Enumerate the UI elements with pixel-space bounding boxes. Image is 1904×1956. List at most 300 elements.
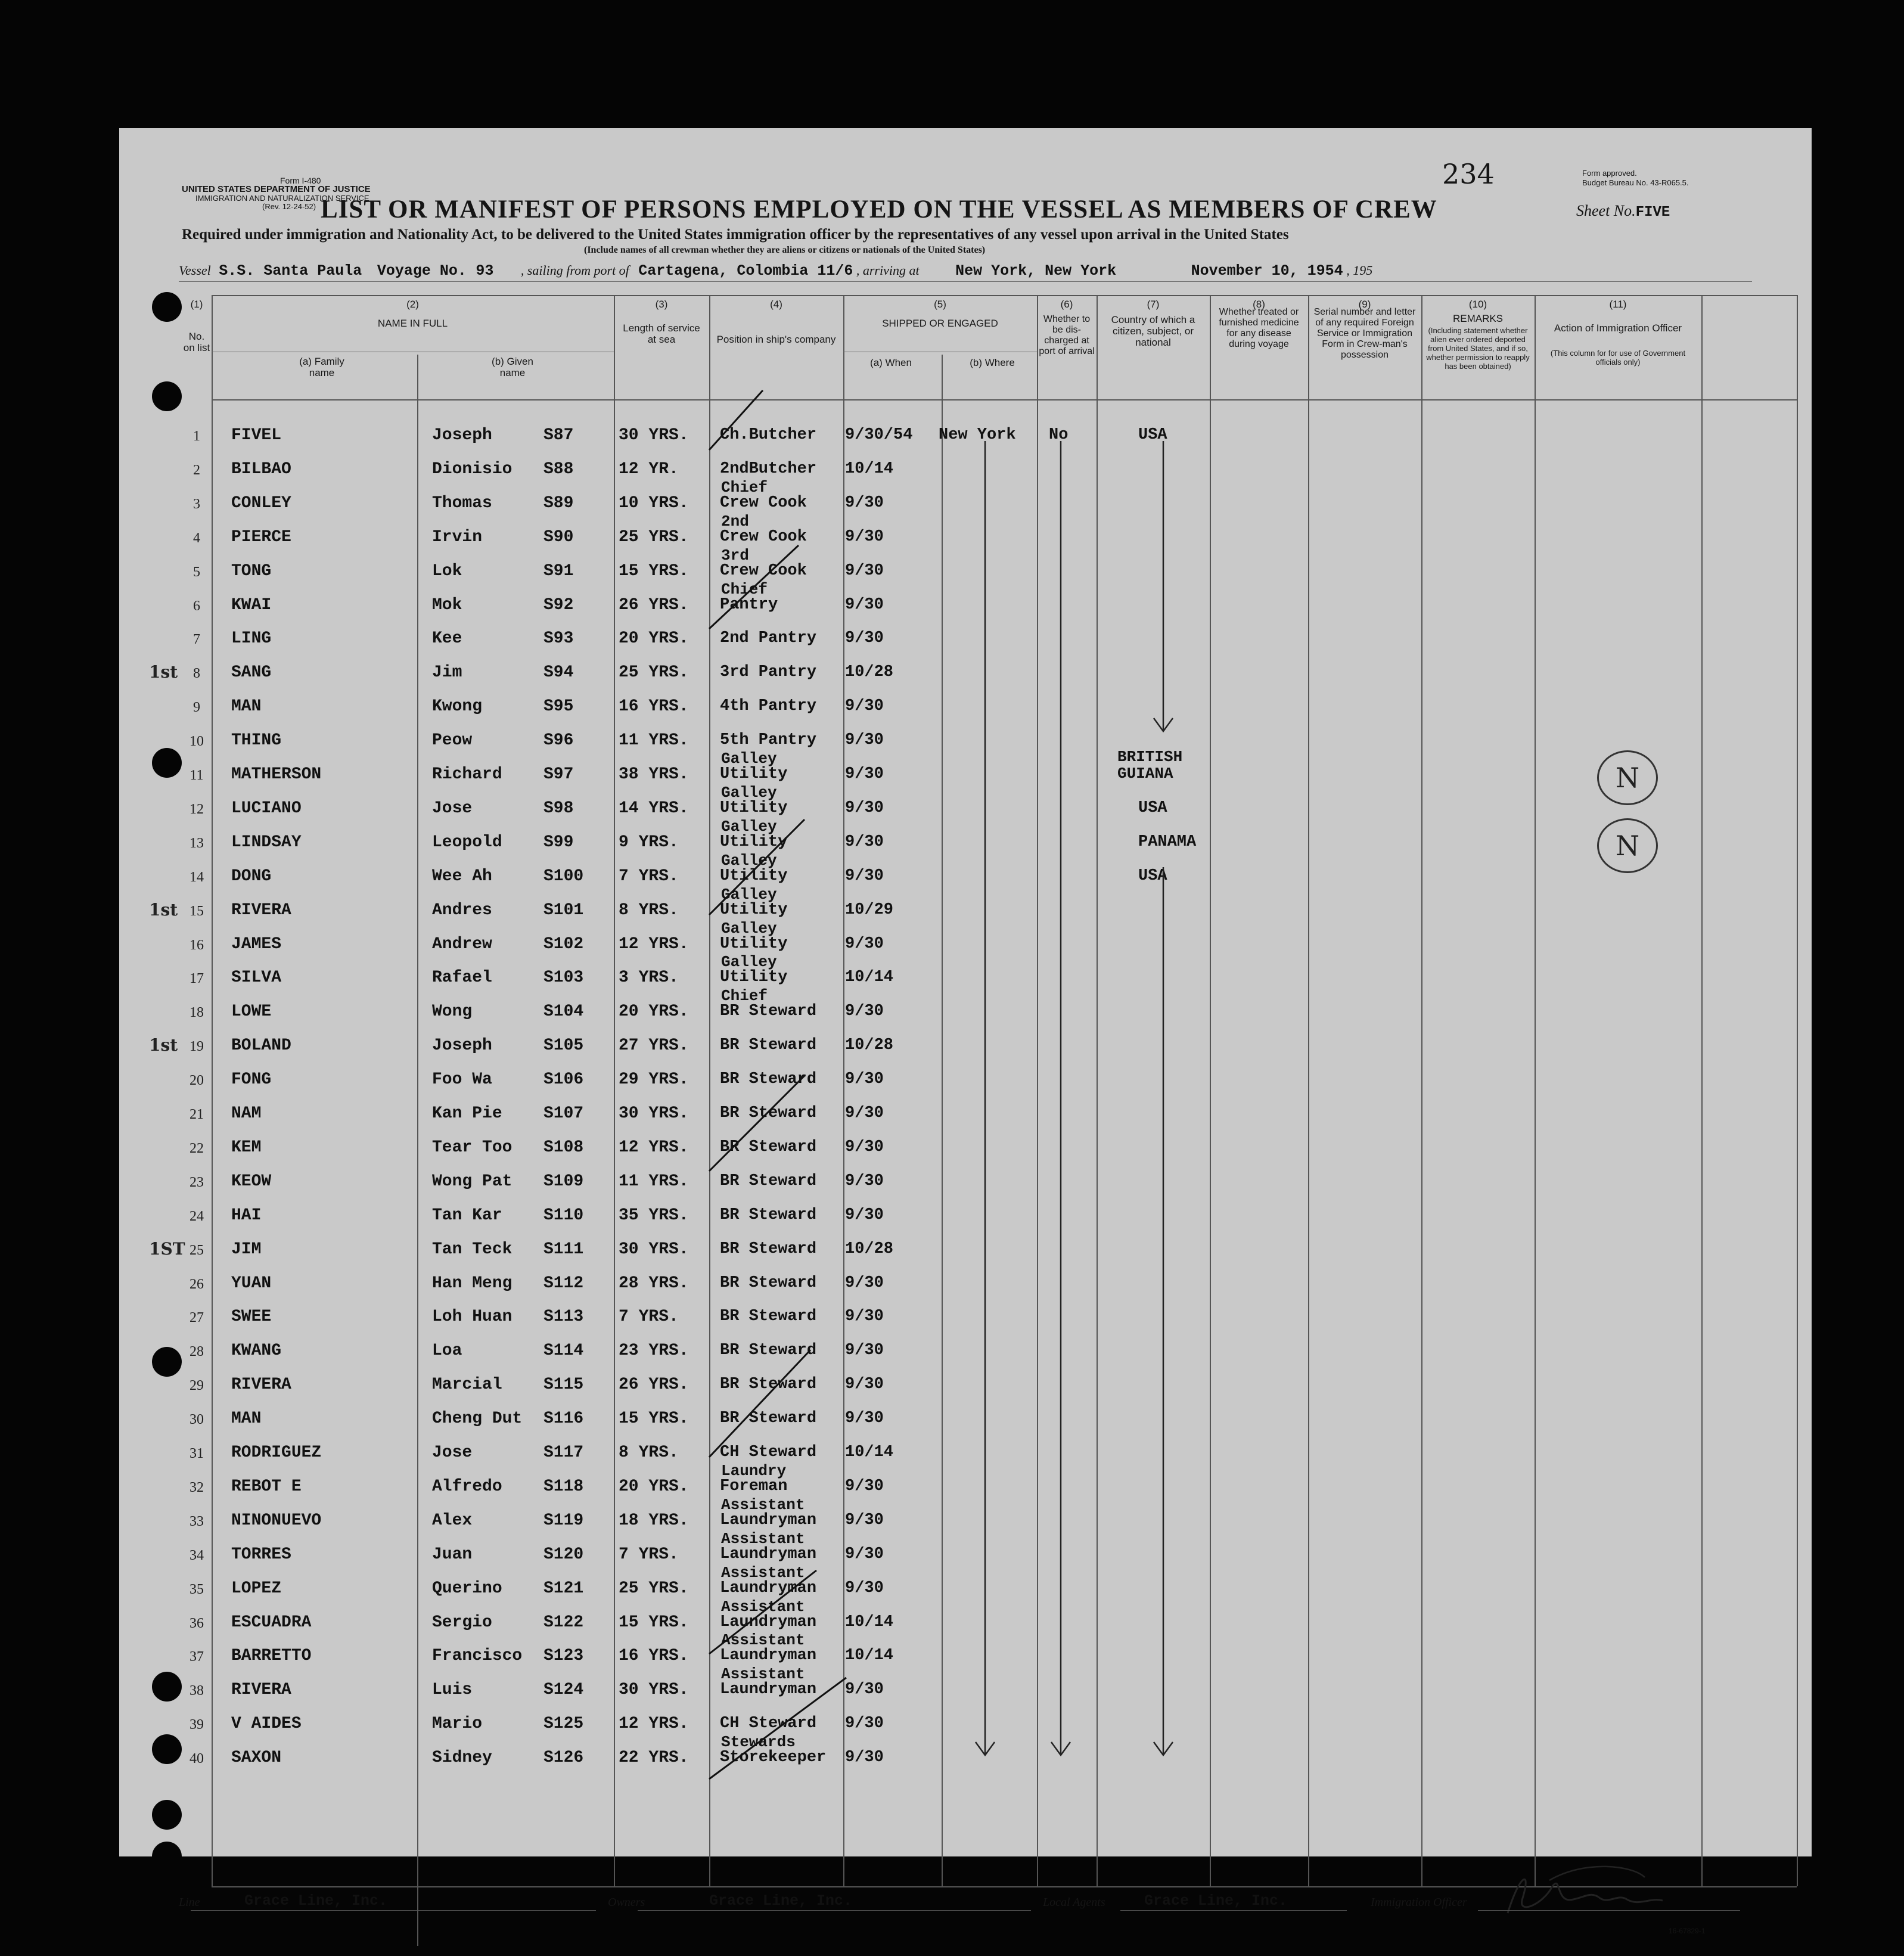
shipped-when: 9/30	[845, 1511, 884, 1529]
length-of-service: 30 YRS.	[619, 1104, 689, 1123]
given-name: Marcial	[432, 1376, 502, 1394]
col9-header: Serial number and letter of any required Foreign Service or Immigration Form in Crew-man's possession	[1313, 307, 1416, 360]
seaman-serial: S125	[543, 1715, 584, 1733]
given-name: Mario	[432, 1715, 483, 1733]
voyage-no: 93	[476, 262, 494, 280]
family-name: SANG	[231, 663, 272, 682]
position-line1: Chief	[721, 580, 768, 598]
seaman-serial: S104	[543, 1002, 584, 1021]
given-name: Rafael	[432, 968, 492, 987]
punch-hole	[152, 1842, 182, 1856]
given-name: Han Meng	[432, 1274, 513, 1293]
position: Laundryman	[720, 1545, 817, 1563]
seaman-serial: S120	[543, 1545, 584, 1564]
sailing-label: , sailing from port of	[520, 263, 629, 278]
position: BR Steward	[720, 1104, 817, 1122]
family-name: MATHERSON	[231, 765, 322, 784]
shipped-when: 10/14	[845, 1647, 894, 1665]
length-of-service: 7 YRS.	[619, 1308, 679, 1326]
row-number: 8	[193, 666, 200, 681]
port-of-arrival: New York, New York	[955, 262, 1117, 280]
shipped-when: 9/30	[845, 697, 884, 715]
col3-number: (3)	[655, 299, 668, 310]
position: Pantry	[720, 596, 778, 614]
agency-subline: IMMIGRATION AND NATURALIZATION SERVICE	[195, 194, 369, 203]
position: BR Steward	[720, 1240, 817, 1258]
given-name: Leopold	[432, 833, 502, 852]
given-name: Sergio	[432, 1613, 492, 1632]
seaman-serial: S112	[543, 1274, 584, 1293]
row-number: 37	[190, 1649, 204, 1665]
given-name: Tan Teck	[432, 1240, 513, 1259]
given-name: Francisco	[432, 1647, 523, 1665]
given-name: Loa	[432, 1342, 462, 1360]
length-of-service: 20 YRS.	[619, 1002, 689, 1021]
shipped-when: 9/30	[845, 494, 884, 512]
seaman-serial: S90	[543, 528, 574, 547]
position-line1: Chief	[721, 479, 768, 496]
seaman-serial: S87	[543, 426, 574, 445]
family-name: LOPEZ	[231, 1579, 282, 1598]
length-of-service: 12 YRS.	[619, 1715, 689, 1733]
col7-header: Country of which a citizen, subject, or national	[1111, 314, 1195, 348]
col10-header: REMARKS	[1452, 313, 1504, 324]
position: 5th Pantry	[720, 731, 817, 749]
family-name: BILBAO	[231, 460, 291, 479]
family-name: TONG	[231, 562, 272, 580]
shipped-when: 9/30	[845, 1376, 884, 1393]
row-number: 6	[193, 598, 200, 614]
vessel-label: Vessel	[179, 263, 211, 278]
position-line1: Galley	[721, 784, 777, 802]
position: Utility	[720, 867, 788, 885]
shipped-when: 9/30	[845, 731, 884, 749]
given-name: Lok	[432, 562, 462, 580]
row-number: 34	[190, 1548, 204, 1563]
seaman-serial: S89	[543, 494, 574, 513]
seaman-serial: S92	[543, 596, 574, 614]
family-name: SWEE	[231, 1308, 272, 1326]
shipped-when: 9/30	[845, 1579, 884, 1597]
shipped-when: 9/30	[845, 1681, 884, 1699]
seaman-serial: S115	[543, 1376, 584, 1394]
shipped-when: 9/30	[845, 1715, 884, 1733]
punch-hole	[152, 1734, 182, 1764]
shipped-when: 9/30	[845, 1172, 884, 1190]
shipped-when: 9/30	[845, 765, 884, 783]
row-number: 35	[190, 1582, 204, 1597]
given-name: Kee	[432, 629, 462, 648]
position: Utility	[720, 833, 788, 851]
seaman-serial: S118	[543, 1477, 584, 1496]
family-name: FIVEL	[231, 426, 282, 445]
length-of-service: 12 YRS.	[619, 1138, 689, 1157]
given-name: Thomas	[432, 494, 492, 513]
seaman-serial: S109	[543, 1172, 584, 1191]
seaman-serial: S123	[543, 1647, 584, 1665]
given-name: Jose	[432, 1443, 473, 1462]
year-suffix: , 195	[1346, 263, 1373, 278]
length-of-service: 35 YRS.	[619, 1206, 689, 1225]
punch-hole	[152, 1672, 182, 1702]
shipped-when: 9/30	[845, 935, 884, 953]
citizenship-country: USA	[1138, 426, 1167, 444]
row-number: 15	[190, 904, 204, 919]
family-name: DONG	[231, 867, 272, 886]
length-of-service: 11 YRS.	[619, 731, 689, 750]
position: Utility	[720, 901, 788, 919]
position-line1: Chief	[721, 987, 768, 1005]
voyage-no-label: Voyage No.	[377, 262, 467, 280]
position-line1: Assistant	[721, 1598, 805, 1616]
length-of-service: 25 YRS.	[619, 663, 689, 682]
position: Utility	[720, 799, 788, 817]
col7-number: (7)	[1147, 299, 1160, 310]
length-of-service: 23 YRS.	[619, 1342, 689, 1360]
given-name: Tear Too	[432, 1138, 513, 1157]
row-number: 39	[190, 1717, 204, 1733]
family-name: LING	[231, 629, 272, 648]
shipped-when: 9/30	[845, 1308, 884, 1325]
length-of-service: 26 YRS.	[619, 1376, 689, 1394]
family-name: V AIDES	[231, 1715, 302, 1733]
shipped-when: 10/14	[845, 1613, 894, 1631]
position-line1: 2nd	[721, 513, 749, 530]
col11-subheader: (This column for for use of Government officials only)	[1550, 349, 1686, 367]
page-title: LIST OR MANIFEST OF PERSONS EMPLOYED ON THE VESSEL AS MEMBERS OF CREW	[321, 195, 1437, 223]
family-name: MAN	[231, 1409, 262, 1428]
col10-number: (10)	[1468, 299, 1487, 310]
owners-label: Owners	[608, 1896, 645, 1909]
agency-line: UNITED STATES DEPARTMENT OF JUSTICE	[182, 184, 371, 194]
col8-number: (8)	[1253, 299, 1265, 310]
sheet-label	[1576, 202, 1670, 221]
seaman-serial: S107	[543, 1104, 584, 1123]
shipped-when: 9/30	[845, 1749, 884, 1766]
given-name: Andres	[432, 901, 492, 920]
row-number: 38	[190, 1683, 204, 1699]
col3-header: Length of service at sea	[623, 322, 700, 345]
length-of-service: 15 YRS.	[619, 1613, 689, 1632]
position-line1: Assistant	[721, 1631, 805, 1649]
family-name: NAM	[231, 1104, 262, 1123]
row-number: 40	[190, 1751, 204, 1766]
seaman-serial: S121	[543, 1579, 584, 1598]
given-name: Jose	[432, 799, 473, 818]
arrival-date: November 10, 1954	[1191, 262, 1343, 280]
seaman-serial: S88	[543, 460, 574, 479]
row-number: 1	[193, 429, 200, 444]
position: BR Steward	[720, 1342, 817, 1359]
given-name: Foo Wa	[432, 1070, 492, 1089]
position: Crew Cook	[720, 562, 807, 580]
seaman-serial: S100	[543, 867, 584, 886]
given-name: Peow	[432, 731, 473, 750]
discharged: No	[1049, 426, 1069, 444]
shipped-when: 9/30	[845, 1409, 884, 1427]
shipped-when: 9/30	[845, 799, 884, 817]
shipped-when: 9/30	[845, 1138, 884, 1156]
family-name: BOLAND	[231, 1036, 291, 1055]
row-number: 20	[190, 1073, 204, 1088]
position-line1: Assistant	[721, 1496, 805, 1514]
family-name: SAXON	[231, 1749, 282, 1767]
shipped-when: 9/30	[845, 596, 884, 614]
row-number: 12	[190, 802, 204, 817]
length-of-service: 30 YRS.	[619, 1240, 689, 1259]
shipped-when: 9/30/54	[845, 426, 913, 444]
punch-hole	[152, 1347, 182, 1377]
seaman-serial: S113	[543, 1308, 584, 1326]
family-name: HAI	[231, 1206, 262, 1225]
ditto-arrows	[119, 128, 1812, 1856]
length-of-service: 12 YRS.	[619, 935, 689, 954]
row-number: 30	[190, 1412, 204, 1427]
margin-note: 1st	[149, 900, 178, 920]
officer-label: Immigration Officer	[1371, 1896, 1467, 1909]
position-line1: Assistant	[721, 1665, 805, 1683]
owners-value: Grace Line, Inc.	[709, 1892, 853, 1910]
position: BR Steward	[720, 1070, 817, 1088]
position: Foreman	[720, 1477, 788, 1495]
shipped-when: 10/28	[845, 1240, 894, 1258]
length-of-service: 14 YRS.	[619, 799, 689, 818]
position-line1: Galley	[721, 818, 777, 836]
given-name: Kan Pie	[432, 1104, 502, 1123]
punch-hole	[152, 381, 182, 411]
col5a-header: (a) When	[870, 357, 912, 368]
position: Laundryman	[720, 1613, 817, 1631]
given-name: Richard	[432, 765, 502, 784]
length-of-service: 38 YRS.	[619, 765, 689, 784]
given-name: Andrew	[432, 935, 492, 954]
length-of-service: 11 YRS.	[619, 1172, 689, 1191]
position: Storekeeper	[720, 1749, 827, 1766]
family-name: REBOT E	[231, 1477, 302, 1496]
length-of-service: 26 YRS.	[619, 596, 689, 614]
position-line1: Galley	[721, 852, 777, 870]
shipped-when: 10/14	[845, 1443, 894, 1461]
family-name: KEOW	[231, 1172, 272, 1191]
row-number: 26	[190, 1277, 204, 1292]
given-name: Juan	[432, 1545, 473, 1564]
shipped-when: 10/28	[845, 1036, 894, 1054]
row-number: 2	[193, 462, 200, 478]
row-number: 10	[190, 734, 204, 749]
col2-header: NAME IN FULL	[377, 318, 448, 329]
margin-note: 1ST	[149, 1239, 185, 1259]
seaman-serial: S102	[543, 935, 584, 954]
citizenship-country: BRITISH GUIANA	[1117, 748, 1183, 783]
length-of-service: 27 YRS.	[619, 1036, 689, 1055]
note: (Include names of all crewman whether they are aliens or citizens or nationals of the United States)	[584, 245, 986, 255]
family-name: CONLEY	[231, 494, 291, 513]
given-name: Querino	[432, 1579, 502, 1598]
position: 2ndButcher	[720, 460, 817, 478]
row-number: 23	[190, 1175, 204, 1190]
position: 3rd Pantry	[720, 663, 817, 681]
row-number: 16	[190, 937, 204, 953]
row-number: 3	[193, 496, 200, 512]
family-name: RIVERA	[231, 1681, 291, 1699]
col8-header: Whether treated or furnished medicine for any disease during voyage	[1219, 307, 1299, 349]
seaman-serial: S91	[543, 562, 574, 580]
length-of-service: 22 YRS.	[619, 1749, 689, 1767]
given-name: Wee Ah	[432, 867, 492, 886]
family-name: RIVERA	[231, 1376, 291, 1394]
position: BR Steward	[720, 1376, 817, 1393]
given-name: Alex	[432, 1511, 473, 1530]
position-line1: 3rd	[721, 547, 749, 564]
row-number: 13	[190, 836, 204, 851]
family-name: TORRES	[231, 1545, 291, 1564]
position: BR Steward	[720, 1206, 817, 1224]
family-name: FONG	[231, 1070, 272, 1089]
position: Crew Cook	[720, 494, 807, 512]
position-line1: Stewards	[721, 1733, 796, 1751]
given-name: Joseph	[432, 426, 492, 445]
row-number: 33	[190, 1514, 204, 1529]
form-number: Form I-480	[280, 176, 321, 185]
seaman-serial: S96	[543, 731, 574, 750]
line-label: Line	[179, 1896, 200, 1909]
row-number: 21	[190, 1107, 204, 1122]
shipped-when: 9/30	[845, 629, 884, 647]
shipped-when: 10/28	[845, 663, 894, 681]
length-of-service: 8 YRS.	[619, 1443, 679, 1462]
family-name: NINONUEVO	[231, 1511, 322, 1530]
length-of-service: 7 YRS.	[619, 867, 679, 886]
length-of-service: 30 YRS.	[619, 1681, 689, 1699]
family-name: BARRETTO	[231, 1647, 312, 1665]
position: CH Steward	[720, 1715, 817, 1733]
length-of-service: 7 YRS.	[619, 1545, 679, 1564]
seaman-serial: S94	[543, 663, 574, 682]
row-number: 29	[190, 1378, 204, 1393]
position: Laundryman	[720, 1647, 817, 1665]
position: Laundryman	[720, 1511, 817, 1529]
given-name: Wong	[432, 1002, 473, 1021]
position: BR Steward	[720, 1409, 817, 1427]
position: CH Steward	[720, 1443, 817, 1461]
seaman-serial: S99	[543, 833, 574, 852]
seaman-serial: S101	[543, 901, 584, 920]
shipped-when: 9/30	[845, 833, 884, 851]
position-line1: Galley	[721, 920, 777, 937]
position: 4th Pantry	[720, 697, 817, 715]
seaman-serial: S97	[543, 765, 574, 784]
row-number: 32	[190, 1480, 204, 1495]
given-name: Sidney	[432, 1749, 492, 1767]
seaman-serial: S119	[543, 1511, 584, 1530]
row-number: 4	[193, 530, 200, 546]
family-name: LUCIANO	[231, 799, 302, 818]
given-name: Joseph	[432, 1036, 492, 1055]
margin-note: 1st	[149, 1035, 178, 1055]
length-of-service: 8 YRS.	[619, 901, 679, 920]
row-number: 24	[190, 1209, 204, 1224]
seaman-serial: S105	[543, 1036, 584, 1055]
position: 2nd Pantry	[720, 629, 817, 647]
approval-line: Form approved.	[1582, 169, 1637, 178]
position-line1: Galley	[721, 750, 777, 768]
row-number: 7	[193, 632, 200, 647]
seaman-serial: S116	[543, 1409, 584, 1428]
position: Laundryman	[720, 1579, 817, 1597]
shipped-when: 10/29	[845, 901, 894, 919]
given-name: Irvin	[432, 528, 483, 547]
shipped-when: 9/30	[845, 1002, 884, 1020]
length-of-service: 15 YRS.	[619, 562, 689, 580]
position: BR Steward	[720, 1002, 817, 1020]
officer-circled-mark: N	[1597, 750, 1658, 805]
punch-hole	[152, 292, 182, 322]
position-line1: Galley	[721, 953, 777, 971]
officer-signature	[1496, 1862, 1675, 1922]
family-name: JIM	[231, 1240, 262, 1259]
given-name: Tan Kar	[432, 1206, 502, 1225]
row-number: 31	[190, 1446, 204, 1461]
row-number: 5	[193, 564, 200, 580]
col5-header: SHIPPED OR ENGAGED	[882, 318, 998, 329]
position: Ch.Butcher	[720, 426, 817, 444]
officer-circled-mark: N	[1597, 818, 1658, 873]
margin-note: 1st	[149, 662, 178, 682]
shipped-when: 10/14	[845, 460, 894, 478]
length-of-service: 15 YRS.	[619, 1409, 689, 1428]
seaman-serial: S111	[543, 1240, 584, 1259]
arriving-label: , arriving at	[856, 263, 920, 278]
shipped-when: 9/30	[845, 562, 884, 580]
shipped-when: 9/30	[845, 1274, 884, 1292]
shipped-when: 9/30	[845, 1104, 884, 1122]
family-name: JAMES	[231, 935, 282, 954]
seaman-serial: S108	[543, 1138, 584, 1157]
position: Laundryman	[720, 1681, 817, 1699]
sheet-number: FIVE	[1635, 204, 1670, 221]
length-of-service: 20 YRS.	[619, 629, 689, 648]
family-name: PIERCE	[231, 528, 291, 547]
position-line1: Assistant	[721, 1564, 805, 1582]
col11-number: (11)	[1609, 299, 1627, 310]
seaman-serial: S106	[543, 1070, 584, 1089]
form-revision: (Rev. 12-24-52)	[262, 202, 316, 211]
family-name: KEM	[231, 1138, 262, 1157]
row-number: 19	[190, 1039, 204, 1054]
length-of-service: 16 YRS.	[619, 697, 689, 716]
shipped-when: 9/30	[845, 1477, 884, 1495]
col2b-header: (b) Given name	[492, 356, 533, 378]
agents-value: Grace Line, Inc.	[1144, 1892, 1288, 1910]
col5b-header: (b) Where	[970, 357, 1015, 368]
given-name: Loh Huan	[432, 1308, 513, 1326]
family-name: MAN	[231, 697, 262, 716]
row-number: 28	[190, 1344, 204, 1359]
given-name: Alfredo	[432, 1477, 502, 1496]
seaman-serial: S110	[543, 1206, 584, 1225]
shipped-where: New York	[939, 426, 1016, 444]
length-of-service: 18 YRS.	[619, 1511, 689, 1530]
subtitle: Required under immigration and Nationality Act, to be delivered to the United States immigration officer by the representatives of any vessel upon arrival in the United States	[182, 226, 1289, 243]
family-name: RODRIGUEZ	[231, 1443, 322, 1462]
port-of-departure: Cartagena, Colombia 11/6	[638, 262, 853, 280]
col5-number: (5)	[934, 299, 946, 310]
length-of-service: 16 YRS.	[619, 1647, 689, 1665]
position: Crew Cook	[720, 528, 807, 546]
shipped-when: 9/30	[845, 1206, 884, 1224]
position: BR Steward	[720, 1308, 817, 1325]
length-of-service: 28 YRS.	[619, 1274, 689, 1293]
